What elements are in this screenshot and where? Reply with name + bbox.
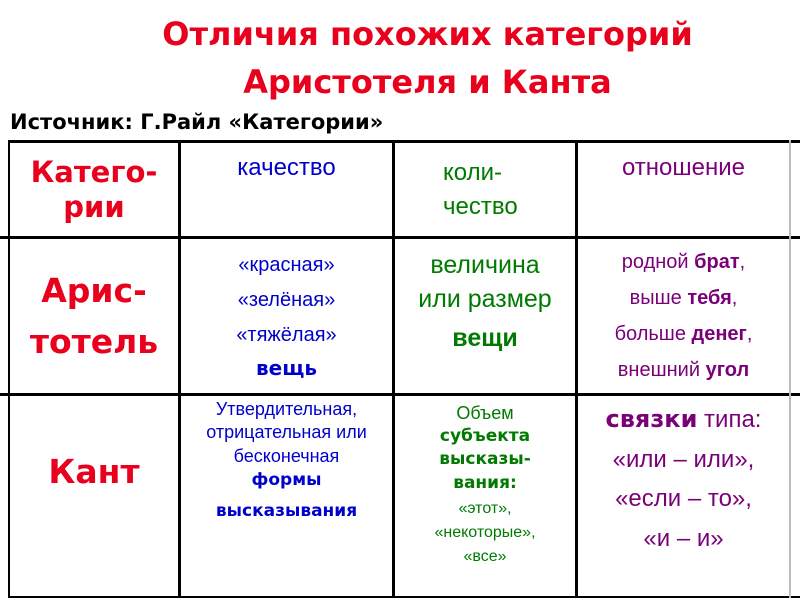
header-quantity-line-2: чество	[443, 192, 518, 220]
aristotle-label-line-2: тотель	[29, 322, 159, 361]
aristotle-label-line-1: Арис-	[41, 270, 147, 310]
header-relation-label: отношение	[621, 154, 746, 181]
col-divider-4	[789, 140, 791, 598]
kant-quantity-line-6: «некоторые»,	[434, 524, 536, 542]
kant-quantity	[395, 402, 575, 594]
kant-quantity-line-7: «все»	[463, 547, 507, 565]
kant-quantity-line-4: вания:	[453, 473, 517, 494]
header-categories-line-2: рии	[63, 189, 125, 224]
relation-example-3-bold: денег	[691, 323, 747, 345]
kant-quality-line-5: высказывания	[215, 500, 358, 521]
header-relation	[578, 143, 789, 193]
relation-example-1	[622, 244, 745, 280]
quantity-magnitude: величина	[430, 251, 540, 279]
header-categories	[10, 143, 178, 236]
kant-label: Кант	[48, 451, 140, 491]
aristotle-quality	[181, 239, 392, 393]
kant-quantity-line-3: высказы-	[439, 449, 531, 470]
kant-relation-line-3: «если – то»,	[615, 485, 752, 513]
kant-quality-line-4: формы	[251, 470, 322, 491]
table-bottom-border	[8, 596, 800, 598]
kant-quality-line-3: бесконечная	[233, 445, 340, 466]
header-quality	[181, 143, 392, 193]
kant-relation-line-1	[606, 400, 762, 440]
title-line-2: Аристотеля и Канта	[243, 63, 612, 101]
relation-example-2-bold: тебя	[687, 287, 732, 309]
relation-example-1-comma: ,	[739, 251, 746, 273]
quality-example-red: «красная»	[238, 254, 335, 276]
relation-example-2-comma: ,	[731, 287, 738, 309]
relation-example-4-text: внешний	[617, 359, 706, 381]
quality-example-heavy: «тяжёлая»	[236, 324, 337, 346]
kant-quantity-line-1: Объем	[456, 403, 514, 423]
aristotle-relation	[578, 239, 789, 393]
kant-quality-line-1: Утвердительная,	[215, 399, 358, 419]
quality-example-thing: вещь	[256, 356, 317, 380]
kant-relation-bold: связки	[605, 405, 698, 433]
relation-example-2-text: выше	[629, 287, 688, 309]
row-label-aristotle	[10, 239, 178, 393]
header-quantity	[395, 143, 575, 236]
kant-relation-line-4: «и – и»	[643, 524, 724, 552]
quantity-or-size: или размер	[418, 284, 552, 313]
relation-example-4	[618, 352, 749, 388]
title-line-1: Отличия похожих категорий	[162, 15, 693, 53]
relation-example-2	[630, 280, 738, 316]
relation-example-3	[615, 316, 753, 352]
relation-example-3-comma: ,	[746, 323, 753, 345]
relation-example-4-bold: угол	[705, 359, 750, 381]
relation-example-3-text: больше	[614, 323, 692, 345]
relation-example-1-text: родной	[621, 251, 695, 273]
quantity-of-thing: вещи	[452, 323, 518, 352]
row-label-kant	[10, 396, 178, 546]
header-categories-line-1: Катего-	[30, 154, 158, 189]
kant-quantity-line-2: субъекта	[439, 425, 531, 446]
quality-example-green: «зелёная»	[237, 289, 336, 311]
header-quantity-line-1: коли-	[443, 158, 502, 186]
aristotle-quantity	[395, 239, 575, 369]
source-caption: Источник: Г.Райл «Категории»	[10, 110, 384, 134]
relation-example-1-bold: брат	[694, 251, 740, 273]
kant-quantity-line-5: «этот»,	[458, 499, 512, 517]
kant-relation	[578, 400, 789, 570]
kant-quality-line-2: отрицательная или	[206, 422, 367, 443]
header-quality-label: качество	[237, 154, 336, 181]
kant-quality	[181, 398, 392, 548]
kant-relation-line-2: «или – или»,	[612, 445, 755, 473]
kant-relation-text: типа:	[697, 406, 762, 433]
